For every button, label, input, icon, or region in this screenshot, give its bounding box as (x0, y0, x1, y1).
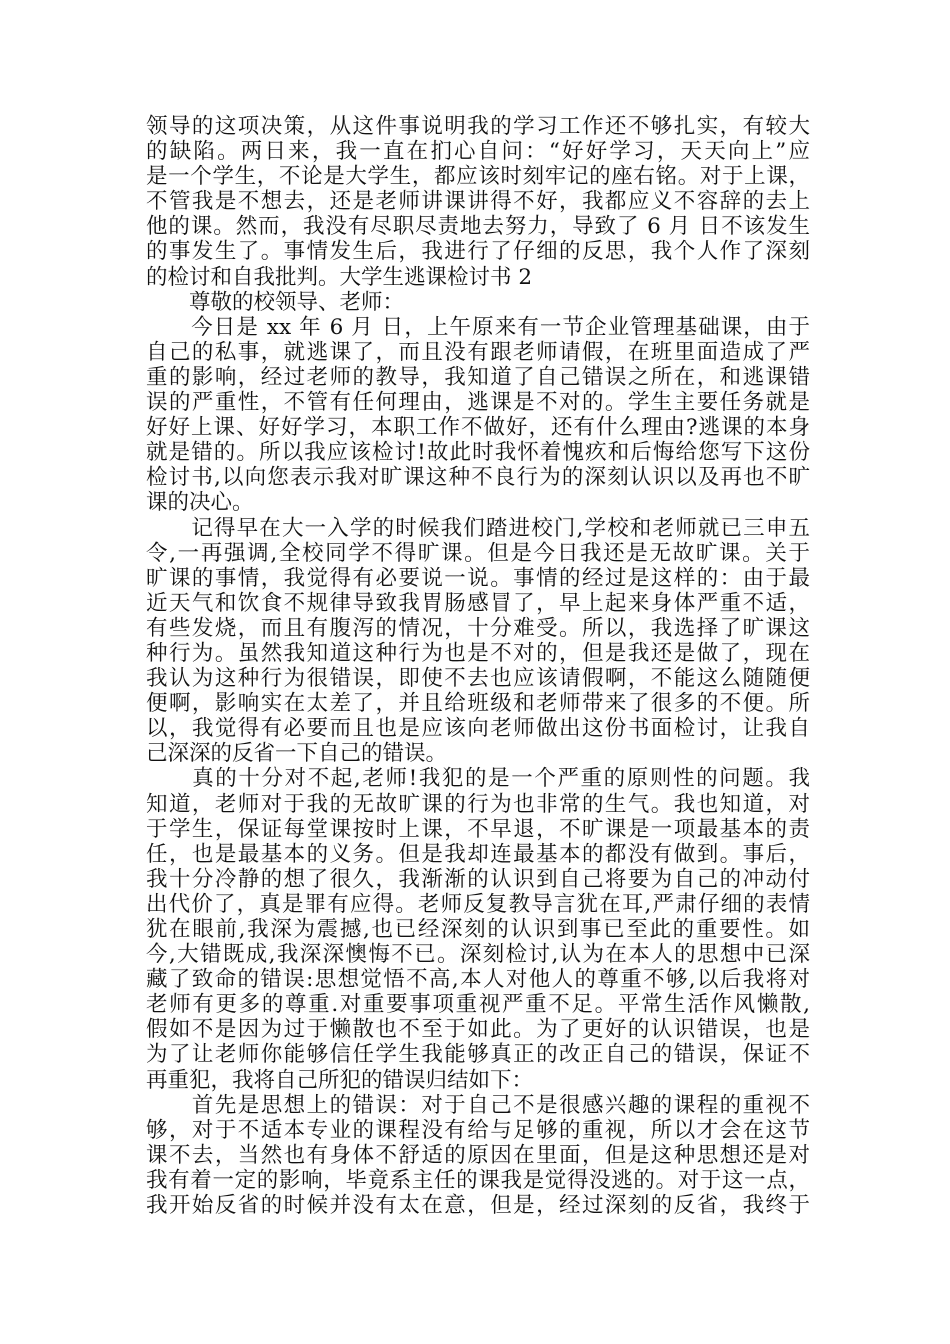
text-line: 的缺陷。两日来，我一直在扪心自问：“好好学习，天天向上”应 (146, 139, 810, 165)
text-line: 有些发烧，而且有腹泻的情况，十分难受。所以，我选择了旷课这 (146, 615, 810, 641)
text-line: 误的严重性，不管有任何理由，逃课是不对的。学生主要任务就是 (146, 390, 810, 416)
text-line: 的检讨和自我批判。大学生逃课检讨书 2 (146, 264, 533, 290)
text-line: 首先是思想上的错误：对于自己不是很感兴趣的课程的重视不 (146, 1092, 810, 1118)
text-line: 记得早在大一入学的时候我们踏进校门,学校和老师就已三申五 (146, 515, 810, 541)
text-line: 己深深的反省一下自己的错误。 (146, 741, 448, 767)
text-line: 真的十分对不起,老师!我犯的是一个严重的原则性的问题。我 (146, 766, 810, 792)
text-line: 不管我是不想去，还是老师讲课讲得不好，我都应义不容辞的去上 (146, 189, 810, 215)
text-line: 任，也是最基本的义务。但是我却连最基本的都没有做到。事后， (146, 841, 810, 867)
text-line: 出代价了，真是罪有应得。老师反复教导言犹在耳,严肃仔细的表情 (146, 891, 810, 917)
text-line: 好好上课、好好学习，本职工作不做好，还有什么理由?逃课的本身 (146, 415, 810, 441)
text-line: 课不去，当然也有身体不舒适的原因在里面，但是这种思想还是对 (146, 1142, 810, 1168)
text-line: 知道，老师对于我的无故旷课的行为也非常的生气。我也知道，对 (146, 791, 810, 817)
text-line: 以，我觉得有必要而且也是应该向老师做出这份书面检讨，让我自 (146, 716, 810, 742)
text-line: 再重犯，我将自己所犯的错误归结如下： (146, 1067, 534, 1093)
text-line: 领导的这项决策，从这件事说明我的学习工作还不够扎实，有较大 (146, 114, 810, 139)
text-line: 的事发生了。事情发生后，我进行了仔细的反思，我个人作了深刻 (146, 239, 810, 265)
text-line: 种行为。虽然我知道这种行为也是不对的，但是我还是做了，现在 (146, 640, 810, 666)
text-line: 于学生，保证每堂课按时上课，不早退，不旷课是一项最基本的责 (146, 816, 810, 842)
text-line: 犹在眼前,我深为震撼,也已经深刻的认识到事已至此的重要性。如 (146, 917, 810, 942)
text-line: 今日是 xx 年 6 月 日，上午原来有一节企业管理基础课，由于 (146, 314, 810, 340)
text-line: 我十分冷静的想了很久，我渐渐的认识到自己将要为自己的冲动付 (146, 866, 810, 892)
text-line: 是一个学生，不论是大学生，都应该时刻牢记的座右铭。对于上课， (146, 164, 810, 190)
text-line: 今,大错既成,我深深懊悔不已。深刻检讨,认为在本人的思想中已深 (146, 942, 810, 968)
text-line: 尊敬的校领导、老师： (146, 289, 405, 315)
text-line: 老师有更多的尊重.对重要事项重视严重不足。平常生活作风懒散, (146, 992, 810, 1018)
text-line: 藏了致命的错误:思想觉悟不高,本人对他人的尊重不够,以后我将对 (146, 967, 810, 993)
text-line: 他的课。然而，我没有尽职尽责地去努力，导致了 6 月 日不该发生 (146, 214, 810, 240)
text-line: 我有着一定的影响，毕竟系主任的课我是觉得没逃的。对于这一点， (146, 1167, 810, 1193)
text-line: 为了让老师你能够信任学生我能够真正的改正自己的错误，保证不 (146, 1042, 810, 1068)
text-line: 便啊，影响实在太差了，并且给班级和老师带来了很多的不便。所 (146, 691, 810, 717)
text-line: 重的影响，经过老师的教导，我知道了自己错误之所在，和逃课错 (146, 364, 810, 390)
text-line: 自己的私事，就逃课了，而且没有跟老师请假，在班里面造成了严 (146, 339, 810, 365)
text-line: 够，对于不适本专业的课程没有给与足够的重视，所以才会在这节 (146, 1117, 810, 1143)
text-line: 我认为这种行为很错误，即使不去也应该请假啊，不能这么随随便 (146, 666, 810, 692)
text-line: 假如不是因为过于懒散也不至于如此。为了更好的认识错误，也是 (146, 1017, 810, 1043)
text-line: 令,一再强调,全校同学不得旷课。但是今日我还是无故旷课。关于 (146, 540, 810, 566)
text-line: 就是错的。所以我应该检讨!故此时我怀着愧疚和后悔给您写下这份 (146, 440, 810, 466)
text-line: 近天气和饮食不规律导致我胃肠感冒了，早上起来身体严重不适， (146, 590, 810, 616)
text-line: 检讨书,以向您表示我对旷课这种不良行为的深刻认识以及再也不旷 (146, 465, 810, 491)
document-body (146, 114, 810, 1218)
text-line: 旷课的事情，我觉得有必要说一说。事情的经过是这样的：由于最 (146, 565, 810, 591)
text-line: 我开始反省的时候并没有太在意，但是，经过深刻的反省，我终于 (146, 1193, 810, 1219)
text-line: 课的决心。 (146, 490, 254, 516)
